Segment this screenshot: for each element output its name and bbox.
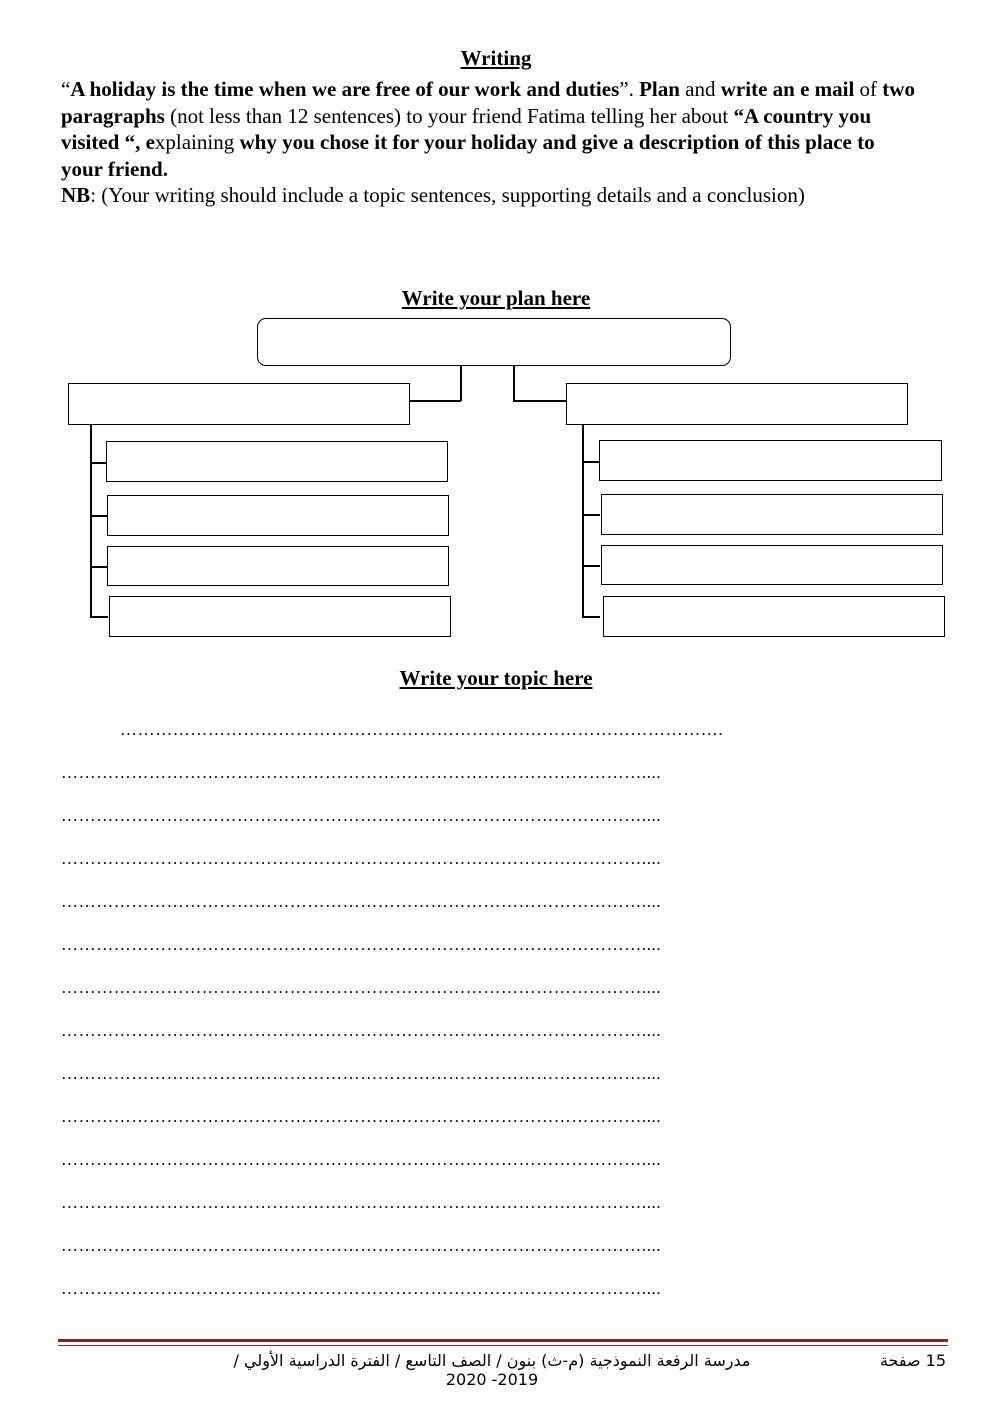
connector	[582, 514, 600, 516]
footer-school-info: مدرسة الرفعة النموذجية (م-ث) بنون / الصف التاسع / الفترة الدراسية الأولي / 2019- 2020	[233, 1351, 751, 1389]
prompt-email: write an e mail	[720, 77, 855, 101]
prompt-text: and	[679, 77, 721, 101]
connector	[90, 616, 108, 618]
footer-rule-thin	[58, 1345, 948, 1346]
writing-prompt	[61, 76, 921, 209]
prompt-text: of	[854, 77, 883, 101]
plan-heading: Write your plan here	[401, 286, 591, 310]
prompt-why: why you chose it for your holiday and give a description of this place to your friend.	[61, 130, 875, 181]
writing-line[interactable]: ………………………………………………………………………………………....	[61, 892, 662, 911]
prompt-paragraphs: two paragraphs	[61, 77, 915, 128]
writing-line[interactable]: ………………………………………………………………………………………....	[61, 1193, 662, 1212]
nb-text: : (Your writing should include a topic sentences, supporting details and a conclusion)	[90, 183, 805, 207]
plan-detail-box[interactable]	[601, 494, 943, 535]
writing-line[interactable]: ………………………………………………………………………………………....	[61, 1279, 662, 1298]
writing-line[interactable]: ………………………………………………………………………………………....	[61, 763, 662, 782]
plan-detail-box[interactable]	[106, 441, 448, 482]
connector	[582, 565, 600, 567]
plan-detail-box[interactable]	[603, 596, 945, 637]
prompt-quote: A holiday is the time when we are free of our work and duties	[70, 77, 620, 101]
footer-page-number: 15 صفحة	[879, 1351, 946, 1370]
footer-rule	[58, 1339, 948, 1342]
prompt-plan: Plan	[639, 77, 680, 101]
connector	[90, 425, 92, 617]
prompt-text: xplaining	[154, 130, 240, 154]
nb-label: NB	[61, 183, 91, 207]
plan-detail-box[interactable]	[107, 546, 449, 586]
writing-line[interactable]: ………………………………………………………………………………………....	[61, 1107, 662, 1126]
connector	[409, 400, 461, 402]
plan-topic-box[interactable]	[257, 318, 731, 366]
writing-line[interactable]: ………………………………………………………………………………………....	[61, 978, 662, 997]
plan-detail-box[interactable]	[107, 495, 449, 536]
connector	[90, 515, 108, 517]
writing-line[interactable]: ………………………………………………………………………………………....	[61, 1021, 662, 1040]
connector	[513, 400, 567, 402]
connector	[582, 616, 600, 618]
connector	[90, 566, 108, 568]
connector	[582, 461, 600, 463]
plan-detail-box[interactable]	[601, 545, 943, 585]
writing-line[interactable]: ………………………………………………………………………………………….	[120, 720, 724, 739]
plan-paragraph-1-box[interactable]	[68, 383, 410, 425]
prompt-text: (not less than 12 sentences) to your friend Fatima telling her about	[164, 103, 734, 128]
writing-line[interactable]: ………………………………………………………………………………………....	[61, 1236, 662, 1255]
writing-line[interactable]: ………………………………………………………………………………………....	[61, 935, 662, 954]
writing-line[interactable]: ………………………………………………………………………………………....	[61, 1150, 662, 1169]
plan-detail-box[interactable]	[109, 596, 451, 637]
connector	[513, 366, 515, 401]
prompt-country: “A country you visited “, e	[61, 103, 872, 154]
plan-paragraph-2-box[interactable]	[566, 383, 908, 425]
writing-line[interactable]: ………………………………………………………………………………………....	[61, 1064, 662, 1083]
writing-line[interactable]: ………………………………………………………………………………………....	[61, 806, 662, 825]
plan-detail-box[interactable]	[599, 440, 942, 481]
connector	[582, 425, 584, 617]
topic-heading: Write your topic here	[399, 666, 593, 690]
writing-line[interactable]: ………………………………………………………………………………………....	[61, 849, 662, 868]
page-title: Writing	[460, 46, 532, 70]
prompt-quote-open: “	[61, 77, 71, 101]
connector	[460, 366, 462, 401]
prompt-quote-close: ”.	[619, 77, 640, 101]
